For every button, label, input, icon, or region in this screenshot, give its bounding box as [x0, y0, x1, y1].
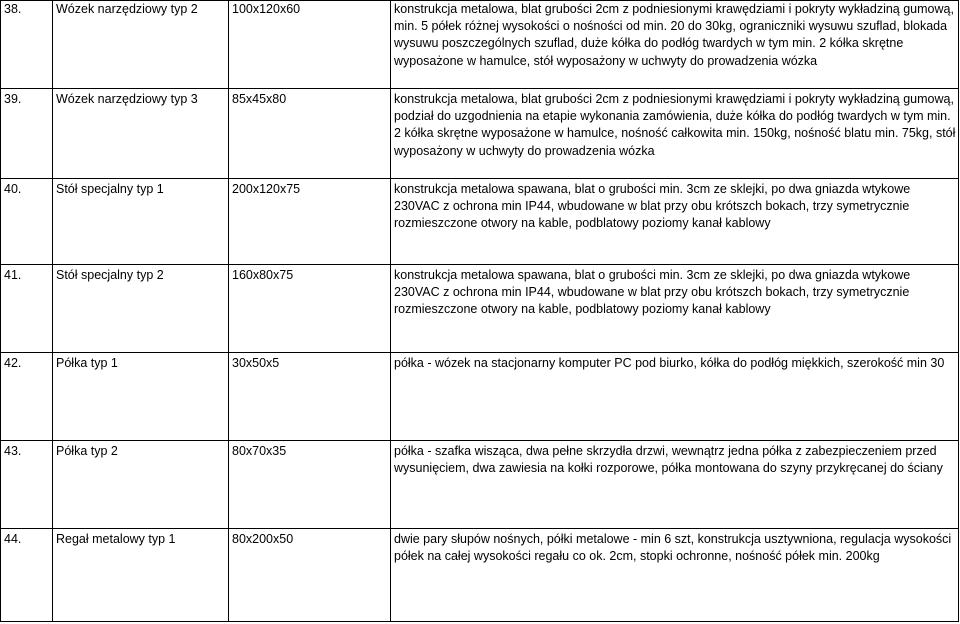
- item-number: 43.: [1, 441, 53, 529]
- table-row: [1, 441, 959, 529]
- item-name: Półka typ 2: [53, 441, 229, 529]
- item-number: 44.: [1, 529, 53, 622]
- table-row: [1, 529, 959, 622]
- item-description: konstrukcja metalowa, blat grubości 2cm z podniesionymi krawędziami i pokryty wykładziną gumową, podział do uzgodnienia na etapie wykonania zamówienia, duże kółka do podłóg twardych w tym min. 2 kółka skrętne wyposażone w hamulce, nośność całkowita min. 150kg, nośność blatu min. 75kg, stół wyposażony w uchwyty do prowadzenia wózka: [391, 89, 959, 179]
- table-row: [1, 353, 959, 441]
- item-name: Wózek narzędziowy typ 3: [53, 89, 229, 179]
- table-row: [1, 1, 959, 89]
- item-number: 39.: [1, 89, 53, 179]
- item-name: Regał metalowy typ 1: [53, 529, 229, 622]
- table-row: [1, 265, 959, 353]
- item-number: 38.: [1, 1, 53, 89]
- item-dimensions: 80x200x50: [229, 529, 391, 622]
- item-dimensions: 80x70x35: [229, 441, 391, 529]
- item-name: Wózek narzędziowy typ 2: [53, 1, 229, 89]
- item-number: 40.: [1, 179, 53, 265]
- item-dimensions: 160x80x75: [229, 265, 391, 353]
- item-description: konstrukcja metalowa spawana, blat o grubości min. 3cm ze sklejki, po dwa gniazda wtykowe 230VAC z ochrona min IP44, wbudowane w blat przy obu krótszch bokach, trzy symetrycznie rozmieszczone otwory na kable, podblatowy poziomy kanał kablowy: [391, 179, 959, 265]
- item-description: dwie pary słupów nośnych, półki metalowe - min 6 szt, konstrukcja usztywniona, regulacja wysokości półek na całej wysokości regału co ok. 2cm, stopki ochronne, nośność półek min. 200kg: [391, 529, 959, 622]
- item-number: 41.: [1, 265, 53, 353]
- item-dimensions: 100x120x60: [229, 1, 391, 89]
- item-name: Półka typ 1: [53, 353, 229, 441]
- item-name: Stół specjalny typ 1: [53, 179, 229, 265]
- item-description: konstrukcja metalowa spawana, blat o grubości min. 3cm ze sklejki, po dwa gniazda wtykowe 230VAC z ochrona min IP44, wbudowane w blat przy obu krótszch bokach, trzy symetrycznie rozmieszczone otwory na kable, podblatowy poziomy kanał kablowy: [391, 265, 959, 353]
- item-dimensions: 85x45x80: [229, 89, 391, 179]
- item-name: Stół specjalny typ 2: [53, 265, 229, 353]
- item-dimensions: 200x120x75: [229, 179, 391, 265]
- table-row: [1, 179, 959, 265]
- item-description: półka - wózek na stacjonarny komputer PC pod biurko, kółka do podłóg miękkich, szerokość min 30: [391, 353, 959, 441]
- item-description: półka - szafka wisząca, dwa pełne skrzydła drzwi, wewnątrz jedna półka z zabezpieczeniem przed wysunięciem, dwa zawiesia na kołki rozporowe, półka montowana do szyny przykręcanej do ściany: [391, 441, 959, 529]
- item-description: konstrukcja metalowa, blat grubości 2cm z podniesionymi krawędziami i pokryty wykładziną gumową, min. 5 półek różnej wysokości o nośności od min. 20 do 30kg, ograniczniki wysuwu szuflad, blokada wysuwu poszczególnych szuflad, duże kółka do podłóg twardych w tym min. 2 kółka skrętne wyposażone w hamulce, stół wyposażony w uchwyty do prowadzenia wózka: [391, 1, 959, 89]
- item-dimensions: 30x50x5: [229, 353, 391, 441]
- item-number: 42.: [1, 353, 53, 441]
- table-row: [1, 89, 959, 179]
